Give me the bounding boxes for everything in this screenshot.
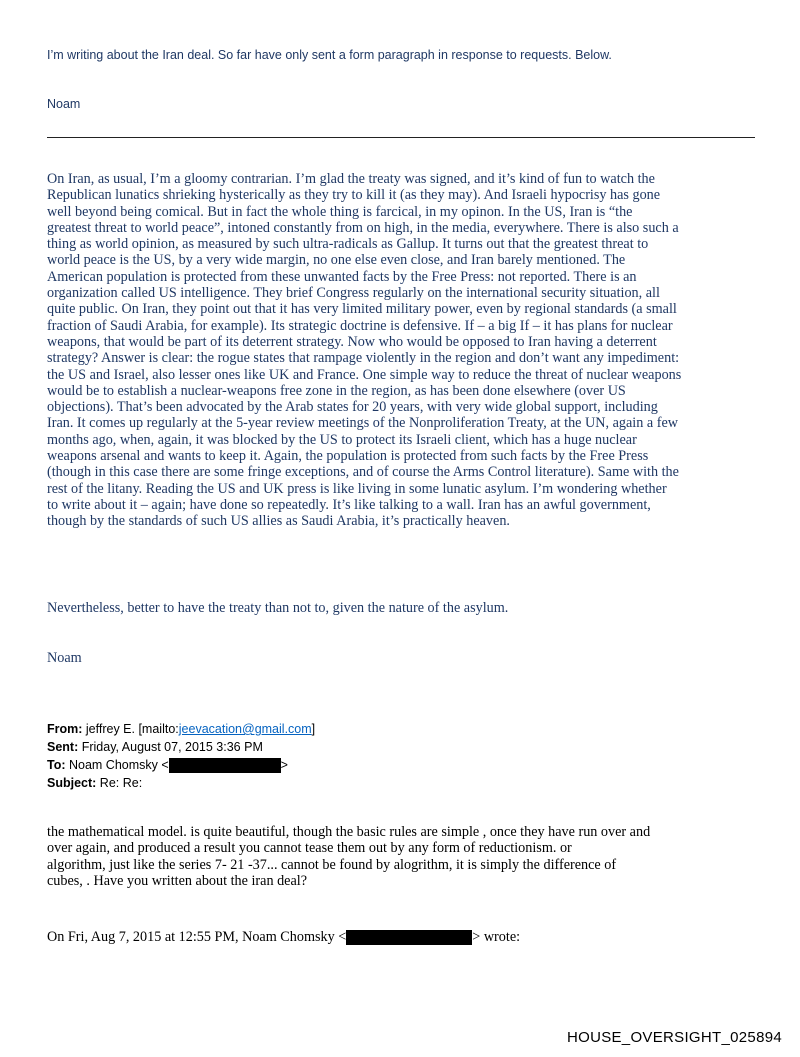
quote-suffix: > wrote:: [472, 929, 521, 945]
bates-number: HOUSE_OVERSIGHT_025894: [566, 1029, 782, 1046]
body-line: world peace is the US, by a very wide margin, no one else even close, and Iran barely mentioned. The: [47, 252, 626, 269]
subject-label: Subject:: [47, 776, 97, 790]
from-name: jeffrey E. [mailto:: [82, 722, 179, 736]
body-line: American population is protected from these unwanted facts by the Free Press: not reported. There is an: [47, 268, 637, 285]
to-label: To:: [47, 758, 66, 772]
body-line: to write about it – again; have done so repeatedly. It’s like talking to a wall. Iran has an awful government,: [47, 496, 651, 513]
message-line: the mathematical model. is quite beautiful, though the basic rules are simple , once they have run over and: [47, 824, 651, 840]
body-line: rest of the litany. Reading the US and UK press is like living in some lunatic asylum. I’m wondering whether: [47, 480, 667, 497]
body-line: objections). That’s been advocated by the Arab states for 20 years, with very wide global support, including: [47, 399, 658, 416]
body-line: weapons arsenal and wants to keep it. Again, the population is protected from such facts by the Free Press: [47, 448, 649, 465]
intro-line: I’m writing about the Iran deal. So far have only sent a form paragraph in response to requests. Below.: [47, 48, 612, 62]
message-body: [47, 824, 650, 889]
body-line: quite public. On Iran, they point out that it has very limited military power, even by regional standards (a small: [47, 301, 677, 318]
body-line: the US and Israel, also lesser ones like UK and France. One simple way to reduce the threat of nuclear weapons: [47, 366, 682, 383]
separator-rule: [47, 137, 755, 138]
header-to: [47, 758, 288, 773]
sent-label: Sent:: [47, 740, 79, 754]
reply-closing: Nevertheless, better to have the treaty than not to, given the nature of the asylum.: [47, 600, 509, 616]
body-line: thing as world opinion, as measured by such ultra-radicals as Gallup. It turns out that the greatest threat to: [47, 236, 649, 253]
redaction-block: [169, 758, 281, 773]
body-line: would be to establish a nuclear-weapons free zone in the region, as has been done elsewhere (over US: [47, 382, 626, 399]
reply-signature: Noam: [47, 650, 82, 666]
sent-value: Friday, August 07, 2015 3:36 PM: [78, 740, 263, 754]
redaction-block: [346, 930, 472, 945]
message-line: algorithm, just like the series 7- 21 -37... cannot be found by alogrithm, it is simply the difference of: [47, 856, 617, 873]
body-line: (though in this case there are some fringe exceptions, and of course the Arms Control literature). Same with the: [47, 464, 679, 481]
header-sent: [47, 740, 263, 754]
body-line: greatest threat to world peace”, intoned constantly from on high, in the media, everywhere. There is also such a: [47, 219, 679, 236]
to-close: >: [280, 758, 288, 772]
reply-body: [47, 171, 759, 530]
header-from: [47, 722, 315, 736]
message-line: cubes, . Have you written about the iran deal?: [47, 872, 308, 889]
quote-line: [47, 929, 520, 945]
message-line: over again, and produced a result you cannot tease them out by any form of reductionism. or: [47, 840, 572, 857]
body-line: On Iran, as usual, I’m a gloomy contrarian. I’m glad the treaty was signed, and it’s kind of fun to watch the: [47, 171, 655, 187]
to-value: Noam Chomsky <: [65, 758, 169, 772]
quote-prefix: On Fri, Aug 7, 2015 at 12:55 PM, Noam Chomsky <: [47, 929, 347, 945]
body-line: strategy? Answer is clear: the rogue states that rampage violently in the region and don’t want any impediment:: [47, 350, 680, 367]
from-close: ]: [311, 722, 316, 736]
body-line: fraction of Saudi Arabia, for example). Its strategic doctrine is defensive. If – a big If – it has plans for nuclear: [47, 317, 673, 334]
body-line: well beyond being comical. But in fact the whole thing is farcical, in my opinon. In the US, Iran is “the: [47, 203, 633, 220]
body-line: Republican lunatics shrieking hysterically as they try to kill it (as they may). And Israeli hypocrisy has gone: [47, 187, 661, 204]
header-subject: [47, 776, 142, 790]
body-line: organization called US intelligence. They brief Congress regularly on the international security situation, all: [47, 285, 660, 302]
body-line: months ago, when, again, it was blocked by the US to protect its Israeli client, which has a huge nuclear: [47, 431, 637, 448]
from-email-link[interactable]: jeevacation@gmail.com: [178, 722, 312, 736]
intro-signature: Noam: [47, 97, 81, 111]
body-line: weapons, that would be part of its deterrent strategy. Now who would be opposed to Iran having a deterrent: [47, 333, 657, 350]
body-line: though by the standards of such US allies as Saudi Arabia, it’s practically heaven.: [47, 513, 510, 530]
subject-value: Re: Re:: [96, 776, 143, 790]
body-line: Iran. It comes up regularly at the 5-year review meetings of the Nonproliferation Treaty, at the UN, again a few: [47, 415, 678, 432]
from-label: From:: [47, 722, 83, 736]
